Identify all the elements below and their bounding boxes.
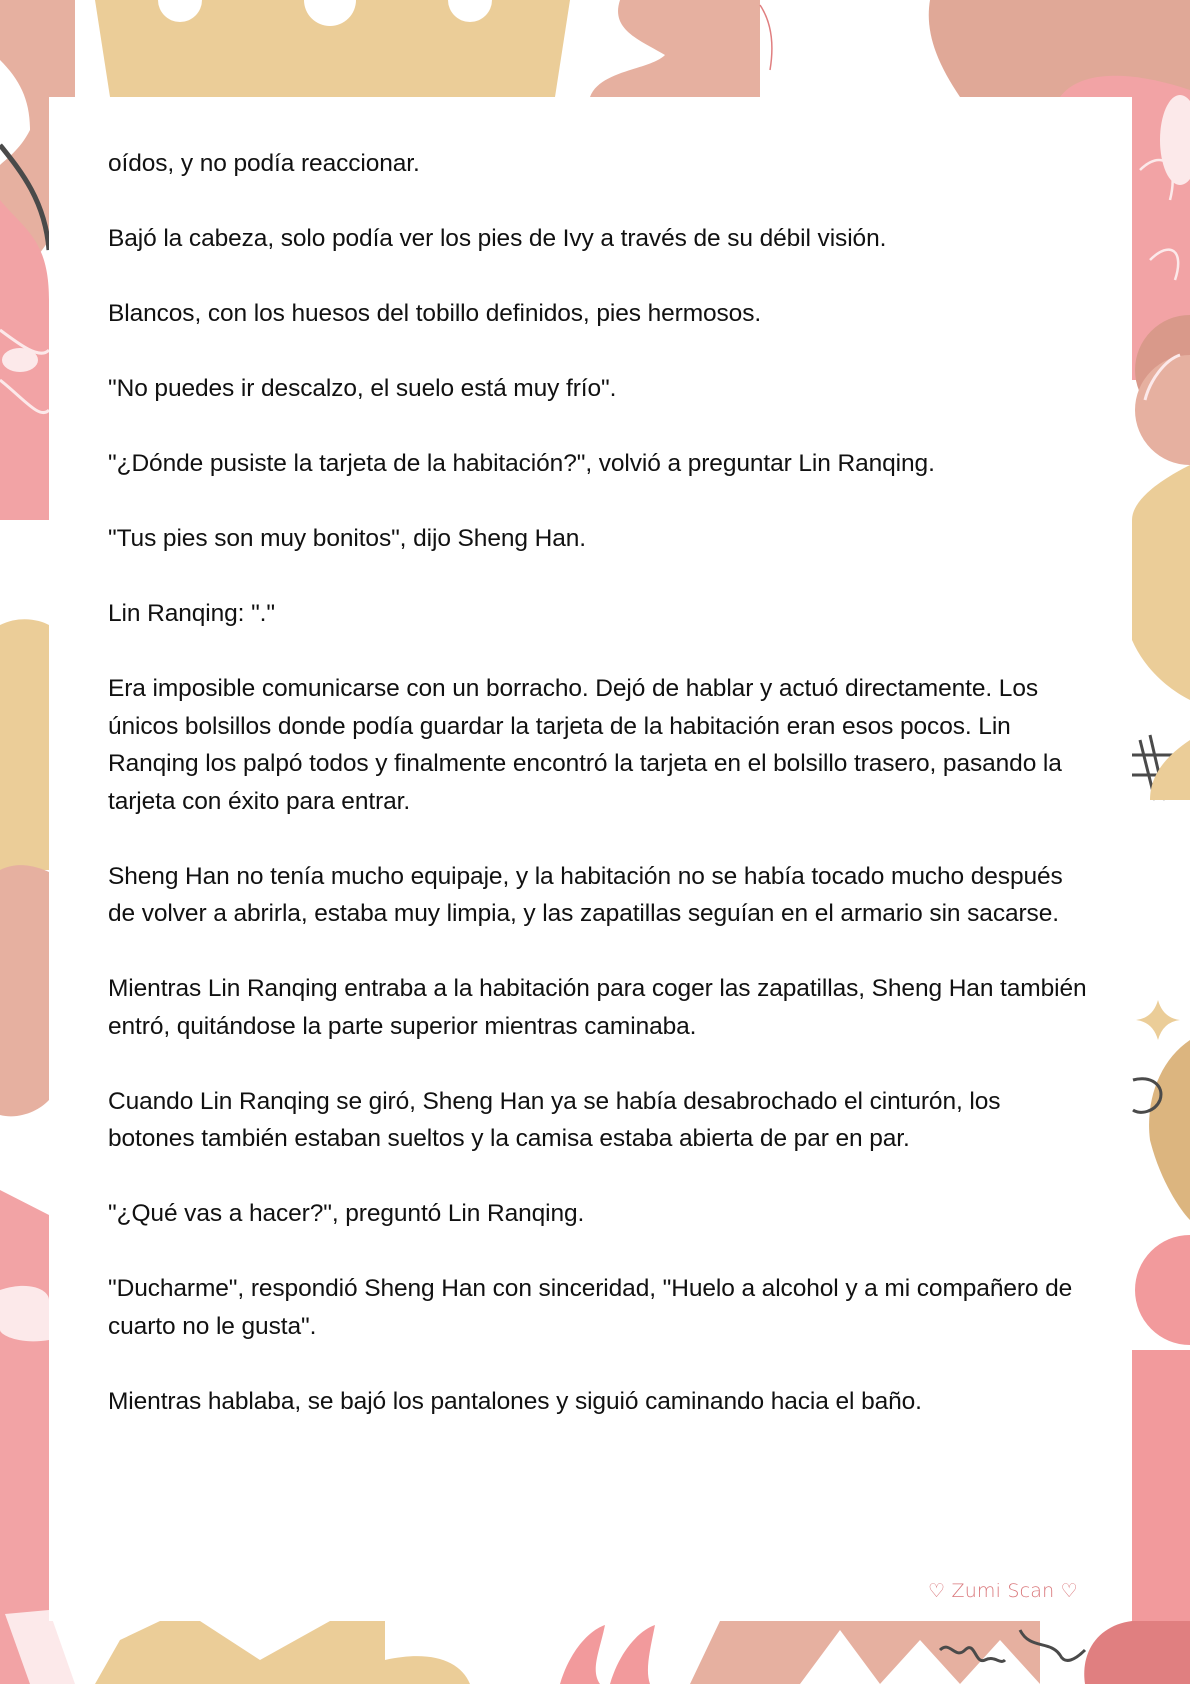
paragraph: Blancos, con los huesos del tobillo definidos, pies hermosos.	[108, 300, 762, 327]
paragraph: "Tus pies son muy bonitos", dijo Sheng Han.	[108, 525, 586, 552]
paragraph: "¿Dónde pusiste la tarjeta de la habitación?", volvió a preguntar Lin Ranqing.	[108, 450, 935, 477]
paragraph: "No puedes ir descalzo, el suelo está muy frío".	[108, 375, 617, 402]
left-sand-shape	[0, 619, 49, 870]
right-sand-shape	[1132, 465, 1190, 700]
paragraph: Mientras Lin Ranqing entraba a la habitación para coger las zapatillas, Sheng Han también entró, quitándose la parte superior mientras caminaba.	[108, 975, 1087, 1040]
paragraph: Cuando Lin Ranqing se giró, Sheng Han ya se había desabrochado el cinturón, los botones también estaban sueltos y la camisa estaba abierta de par en par.	[108, 1087, 1001, 1152]
sparkle-icon	[1136, 1000, 1180, 1040]
bottom-pink-strokes	[560, 1625, 655, 1684]
paragraph: Bajó la cabeza, solo podía ver los pies de Ivy a través de su débil visión.	[108, 225, 887, 252]
paragraph: Lin Ranqing: "."	[108, 600, 275, 627]
top-salmon-shape	[590, 0, 760, 97]
paragraph: "¿Qué vas a hacer?", preguntó Lin Ranqing.	[108, 1200, 585, 1227]
bottom-salmon-shape	[690, 1621, 1040, 1684]
paragraph: oídos, y no podía reaccionar.	[108, 150, 420, 177]
paragraph: Mientras hablaba, se bajó los pantalones y siguió caminando hacia el baño.	[108, 1387, 922, 1415]
document-body	[108, 145, 1088, 1458]
paragraph: Sheng Han no tenía mucho equipaje, y la habitación no se había tocado mucho después de volver a abrirla, estaba muy limpia, y las zapatillas seguían en el armario sin sacarse.	[108, 862, 1063, 927]
scanlation-watermark: ♡ Zumi Scan ♡	[928, 1580, 1078, 1602]
paragraph: Era imposible comunicarse con un borracho. Dejó de hablar y actuó directamente. Los únicos bolsillos donde podía guardar la tarjeta de la habitación eran esos pocos. Lin Ranqing los palpó todos y finalmente encontró la tarjeta en el bolsillo trasero, pasando la tarjeta con éxito para entrar.	[108, 675, 1062, 815]
paragraph: "Ducharme", respondió Sheng Han con sinceridad, "Huelo a alcohol y a mi compañero de cuarto no le gusta".	[108, 1275, 1073, 1340]
